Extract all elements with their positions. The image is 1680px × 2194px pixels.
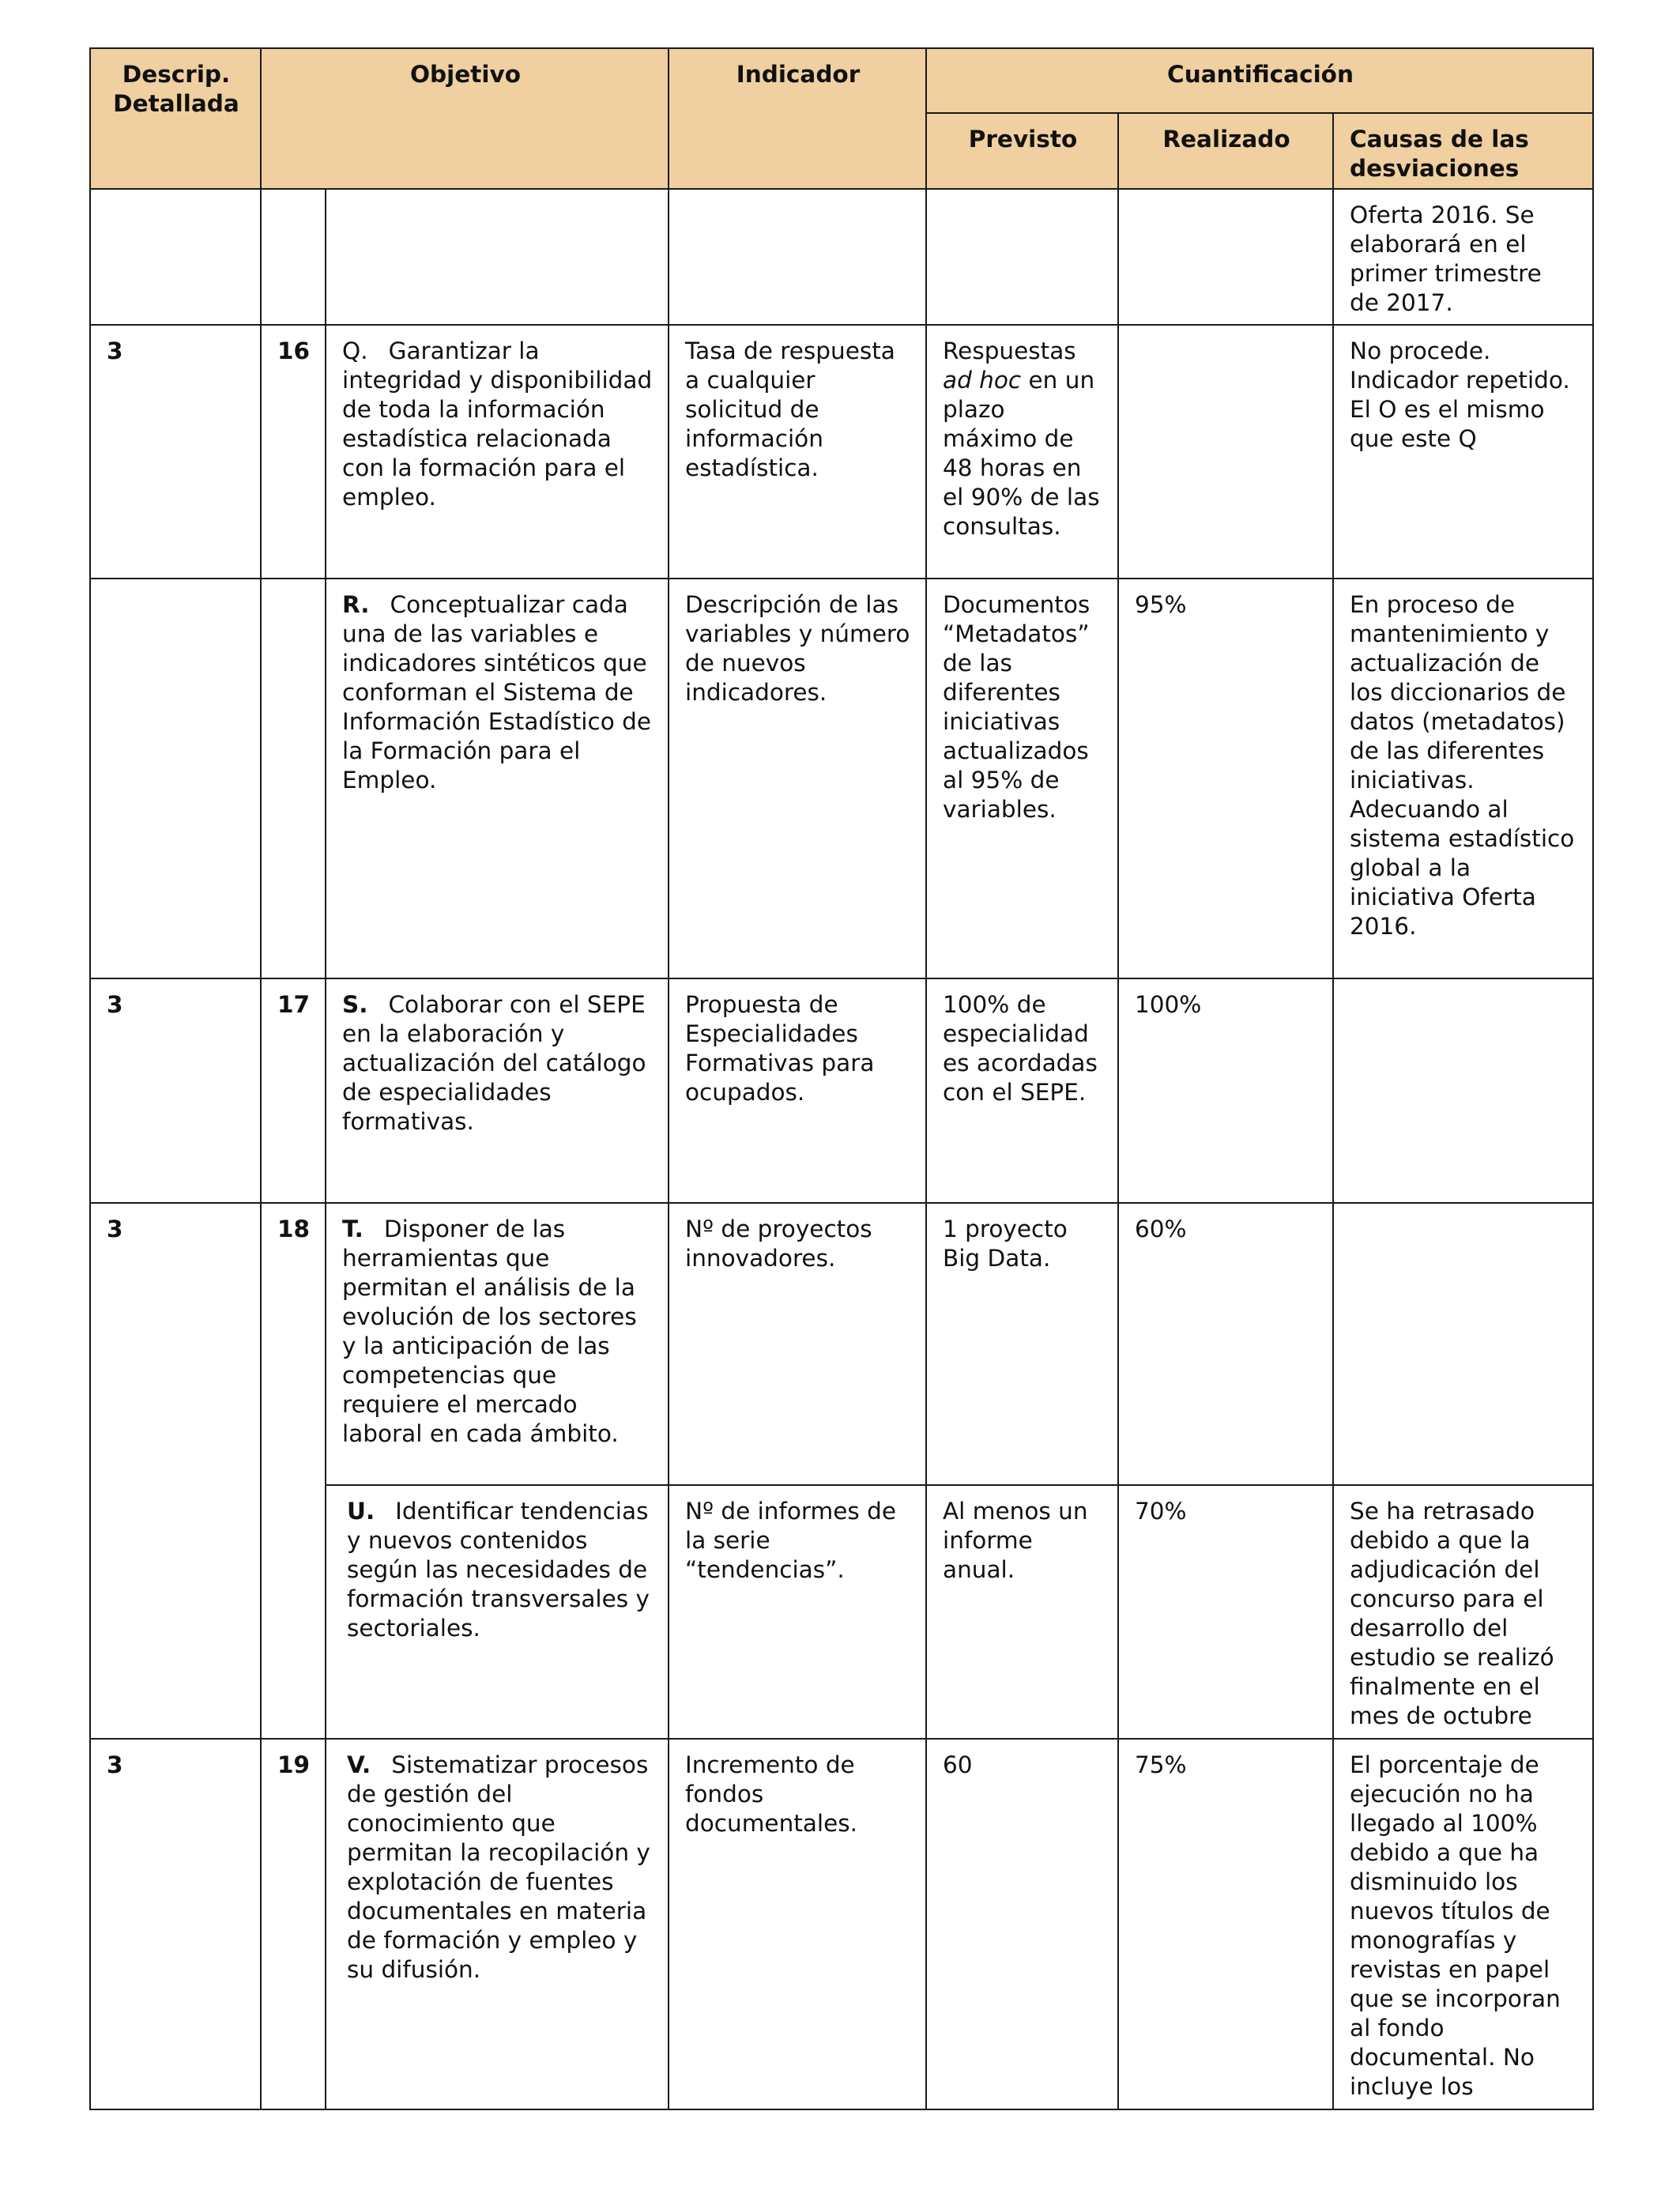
table-row xyxy=(90,579,1593,978)
header-indicador: Indicador xyxy=(669,48,926,189)
cell-objetivo xyxy=(326,1203,669,1485)
header-descrip-label: Descrip. xyxy=(122,61,231,88)
cell-realizado: 60% xyxy=(1118,1203,1333,1485)
cell-num: 19 xyxy=(261,1739,326,2109)
header-realizado: Realizado xyxy=(1118,113,1333,189)
objective-letter: Q. xyxy=(342,337,368,364)
cell-indicador: Incremento de fondos documentales. xyxy=(669,1739,926,2109)
cell-descrip xyxy=(90,579,261,978)
header-detallada-label: Detallada xyxy=(113,90,239,117)
cell-num: 17 xyxy=(261,978,326,1203)
cell-realizado xyxy=(1118,325,1333,579)
cell-previsto xyxy=(926,325,1118,579)
previsto-text-post: en un plazo máximo de 48 horas en el 90% de las consultas. xyxy=(943,367,1100,540)
objective-text: Garantizar la integridad y disponibilidad de toda la información estadística relacionada con la formación para el empleo. xyxy=(342,337,653,511)
cell-indicador xyxy=(669,189,926,325)
header-causas-line2: desviaciones xyxy=(1350,155,1520,182)
cell-objetivo xyxy=(326,579,669,978)
cell-objetivo xyxy=(326,1739,669,2109)
cell-realizado: 100% xyxy=(1118,978,1333,1203)
cell-realizado: 70% xyxy=(1118,1485,1333,1739)
objective-letter: S. xyxy=(342,991,368,1018)
table-row xyxy=(90,325,1593,579)
cell-realizado xyxy=(1118,189,1333,325)
cell-causas xyxy=(1333,1203,1593,1485)
header-row-1 xyxy=(90,48,1593,113)
cell-objetivo xyxy=(326,978,669,1203)
cell-causas: No procede. Indicador repetido. El O es el mismo que este Q xyxy=(1333,325,1593,579)
cell-indicador: Descripción de las variables y número de nuevos indicadores. xyxy=(669,579,926,978)
header-descrip-detallada xyxy=(90,48,261,189)
objective-text: Disponer de las herramientas que permitan el análisis de la evolución de los sectores y la anticipación de las competencias que requiere el mercado laboral en cada ámbito. xyxy=(342,1216,637,1447)
cell-objetivo xyxy=(326,325,669,579)
objective-text: Colaborar con el SEPE en la elaboración y actualización del catálogo de especialidades formativas. xyxy=(342,991,646,1135)
header-causas xyxy=(1333,113,1593,189)
cell-num: 18 xyxy=(261,1203,326,1739)
cell-causas xyxy=(1333,978,1593,1203)
cell-num xyxy=(261,189,326,325)
cell-indicador: Nº de informes de la serie “tendencias”. xyxy=(669,1485,926,1739)
cell-realizado: 95% xyxy=(1118,579,1333,978)
cell-descrip: 3 xyxy=(90,1203,261,1739)
objective-text: Identificar tendencias y nuevos contenidos según las necesidades de formación transversales y sectoriales. xyxy=(347,1498,650,1642)
cell-causas: En proceso de mantenimiento y actualización de los diccionarios de datos (metadatos) de las diferentes iniciativas. Adecuando al sistema estadístico global a la iniciativa Oferta 2016. xyxy=(1333,579,1593,978)
cell-descrip: 3 xyxy=(90,978,261,1203)
objective-letter: V. xyxy=(347,1751,371,1778)
objective-letter: U. xyxy=(347,1498,375,1525)
objectives-table xyxy=(89,47,1594,2110)
cell-objetivo xyxy=(326,189,669,325)
cell-previsto: Documentos “Metadatos” de las diferentes iniciativas actualizados al 95% de variables. xyxy=(926,579,1118,978)
cell-indicador: Propuesta de Especialidades Formativas para ocupados. xyxy=(669,978,926,1203)
cell-num xyxy=(261,579,326,978)
cell-previsto: Al menos un informe anual. xyxy=(926,1485,1118,1739)
cell-indicador: Tasa de respuesta a cualquier solicitud de información estadística. xyxy=(669,325,926,579)
objective-letter: R. xyxy=(342,591,370,618)
cell-descrip: 3 xyxy=(90,1739,261,2109)
header-objetivo: Objetivo xyxy=(261,48,669,189)
cell-descrip xyxy=(90,189,261,325)
cell-causas: Se ha retrasado debido a que la adjudicación del concurso para el desarrollo del estudio se realizó finalmente en el mes de octubre xyxy=(1333,1485,1593,1739)
cell-previsto xyxy=(926,189,1118,325)
header-cuantificacion: Cuantificación xyxy=(926,48,1593,113)
cell-causas: El porcentaje de ejecución no ha llegado al 100% debido a que ha disminuido los nuevos títulos de monografías y revistas en papel que se incorporan al fondo documental. No incluye los xyxy=(1333,1739,1593,2109)
header-causas-line1: Causas de las xyxy=(1350,126,1529,153)
previsto-text-pre: Respuestas xyxy=(943,337,1076,364)
table-row xyxy=(90,1739,1593,2109)
cell-indicador: Nº de proyectos innovadores. xyxy=(669,1203,926,1485)
cell-num: 16 xyxy=(261,325,326,579)
table-row xyxy=(90,978,1593,1203)
table-row xyxy=(90,1203,1593,1485)
cell-previsto: 100% de especialidad es acordadas con el SEPE. xyxy=(926,978,1118,1203)
objective-text: Conceptualizar cada una de las variables e indicadores sintéticos que conforman el Sistema de Información Estadístico de la Formación para el Empleo. xyxy=(342,591,652,794)
cell-objetivo xyxy=(326,1485,669,1739)
objective-letter: T. xyxy=(342,1216,363,1242)
cell-causas: Oferta 2016. Se elaborará en el primer trimestre de 2017. xyxy=(1333,189,1593,325)
objective-text: Sistematizar procesos de gestión del conocimiento que permitan la recopilación y explotación de fuentes documentales en materia de formación y empleo y su difusión. xyxy=(347,1751,650,1983)
cell-previsto: 60 xyxy=(926,1739,1118,2109)
table-row xyxy=(90,189,1593,325)
previsto-text-italic: ad hoc xyxy=(943,367,1022,394)
cell-descrip: 3 xyxy=(90,325,261,579)
cell-realizado: 75% xyxy=(1118,1739,1333,2109)
cell-previsto: 1 proyecto Big Data. xyxy=(926,1203,1118,1485)
header-previsto: Previsto xyxy=(926,113,1118,189)
